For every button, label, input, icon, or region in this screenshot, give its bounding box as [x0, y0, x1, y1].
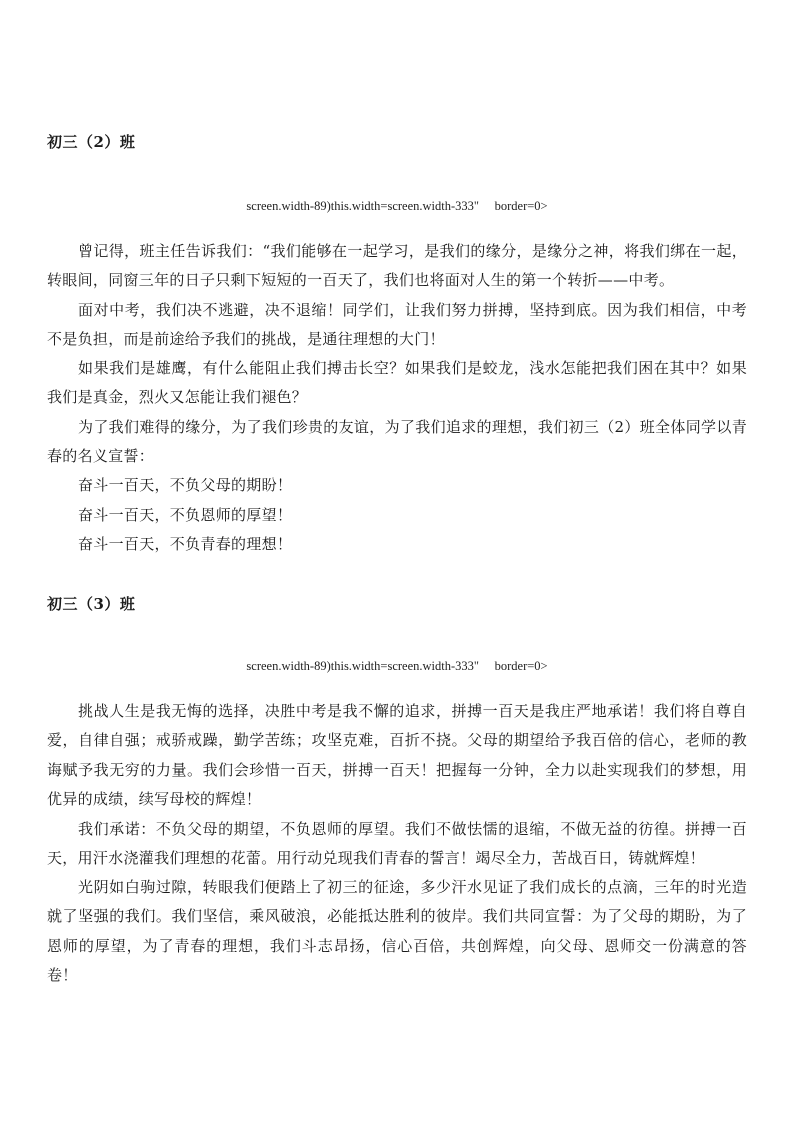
oath-line: 奋斗一百天，不负恩师的厚望！	[78, 506, 293, 524]
section-heading-class-2: 初三（2）班	[47, 133, 136, 151]
paragraph: 挑战人生是我无悔的选择，决胜中考是我不懈的追求，拼搏一百天是我庄严地承诺！我们将自尊自爱，自律自强；戒骄戒躁，勤学苦练；攻坚克难，百折不挠。父母的期望给予我百倍的信心，老师的教诲赋予我无穷的力量。我们会珍惜一百天，拼搏一百天！把握每一分钟，全力以赴实现我们的梦想，用优异的成绩，续写母校的辉煌！	[47, 702, 747, 808]
paragraph: 为了我们难得的缘分，为了我们珍贵的友谊，为了我们追求的理想，我们初三（2）班全体同学以青春的名义宣誓：	[47, 418, 747, 466]
paragraph: 曾记得，班主任告诉我们：“我们能够在一起学习，是我们的缘分，是缘分之神，将我们绑在一起，转眼间，同窗三年的日子只剩下短短的一百天了，我们也将面对人生的第一个转折——中考。	[47, 242, 747, 290]
paragraph: 我们承诺：不负父母的期望，不负恩师的厚望。我们不做怯懦的退缩，不做无益的彷徨。拼搏一百天，用汗水浇灌我们理想的花蕾。用行动兑现我们青春的誓言！竭尽全力，苦战百日，铸就辉煌！	[47, 820, 747, 868]
oath-line: 奋斗一百天，不负青春的理想！	[78, 535, 293, 553]
paragraph: 光阴如白驹过隙，转眼我们便踏上了初三的征途，多少汗水见证了我们成长的点滴，三年的时光造就了坚强的我们。我们坚信，乘风破浪，必能抵达胜利的彼岸。我们共同宣誓：为了父母的期盼，为了恩师的厚望，为了青春的理想，我们斗志昂扬，信心百倍，共创辉煌，向父母、恩师交一份满意的答卷！	[47, 878, 747, 984]
section-heading-class-3: 初三（3）班	[47, 595, 136, 613]
paragraph: 如果我们是雄鹰，有什么能阻止我们搏击长空？如果我们是蛟龙，浅水怎能把我们困在其中？如果我们是真金，烈火又怎能让我们褪色？	[47, 359, 747, 407]
oath-line: 奋斗一百天，不负父母的期盼！	[78, 476, 293, 494]
paragraph: 面对中考，我们决不逃避，决不退缩！同学们，让我们努力拼搏，坚持到底。因为我们相信，中考不是负担，而是前途给予我们的挑战，是通往理想的大门！	[47, 301, 747, 349]
broken-image-code-text: screen.width-89)this.width=screen.width-333" border=0>	[246, 199, 548, 213]
broken-image-code-text: screen.width-89)this.width=screen.width-333" border=0>	[246, 659, 548, 673]
